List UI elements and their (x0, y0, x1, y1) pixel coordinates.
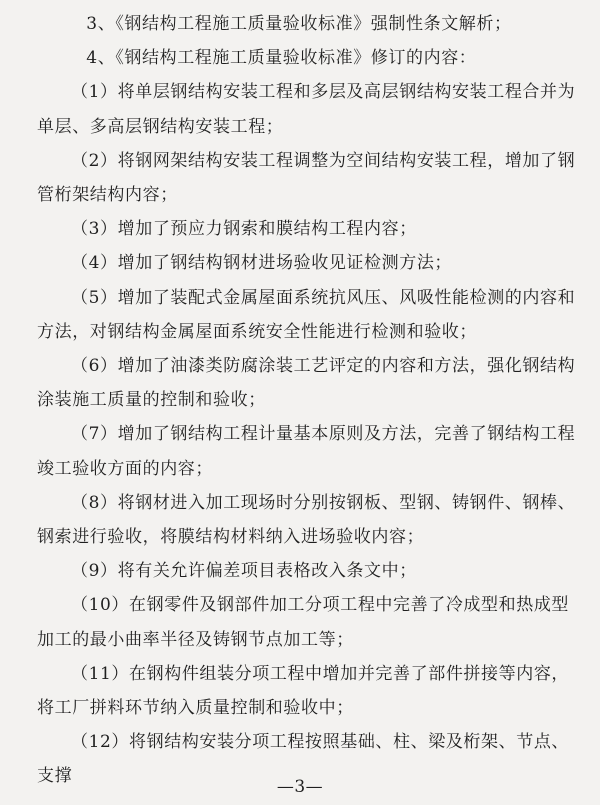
revision-item-3: （3）增加了预应力钢索和膜结构工程内容； (71, 219, 417, 240)
revision-item-6: （6）增加了油漆类防腐涂装工艺评定的内容和方法，强化钢结构涂装施工质量的控制和验收； (37, 356, 576, 411)
revision-item-8: （8）将钢材进入加工现场时分别按钢板、型钢、铸钢件、钢棒、钢索进行验收，将膜结构材料纳入进场验收内容； (37, 492, 576, 548)
revision-item-10: （10）在钢零件及钢部件加工分项工程中完善了冷成型和热成型加工的最小曲率半径及铸钢节点加工等； (37, 595, 570, 650)
revision-item-7: （7）增加了钢结构工程计量基本原则及方法，完善了钢结构工程竣工验收方面的内容； (37, 424, 576, 479)
revision-item-11: （11）在钢构件组装分项工程中增加并完善了部件拼接等内容，将工厂拼料环节纳入质量控制和验收中； (37, 663, 570, 719)
revision-item-5: （5）增加了装配式金属屋面系统抗风压、风吸性能检测的内容和方法，对钢结构金属屋面系统安全性能进行检测和验收； (37, 287, 576, 342)
revision-item-9: （9）将有关允许偏差项目表格改入条文中； (71, 561, 417, 582)
document-body (37, 7, 576, 794)
item-3-heading: 3、《钢结构工程施工质量验收标准》强制性条文解析； (86, 14, 512, 34)
revision-item-12: （12）将钢结构安装分项工程按照基础、柱、梁及桁架、节点、支撑 (37, 732, 570, 787)
page-number: —3— (276, 777, 324, 797)
revision-item-4: （4）增加了钢结构钢材进场验收见证检测方法； (71, 253, 453, 274)
item-4-heading: 4、《钢结构工程施工质量验收标准》修订的内容： (86, 48, 477, 69)
revision-item-1: （1）将单层钢结构安装工程和多层及高层钢结构安装工程合并为单层、多高层钢结构安装工程； (37, 82, 576, 137)
revision-item-2: （2）将钢网架结构安装工程调整为空间结构安装工程，增加了钢管桁架结构内容； (37, 150, 576, 206)
